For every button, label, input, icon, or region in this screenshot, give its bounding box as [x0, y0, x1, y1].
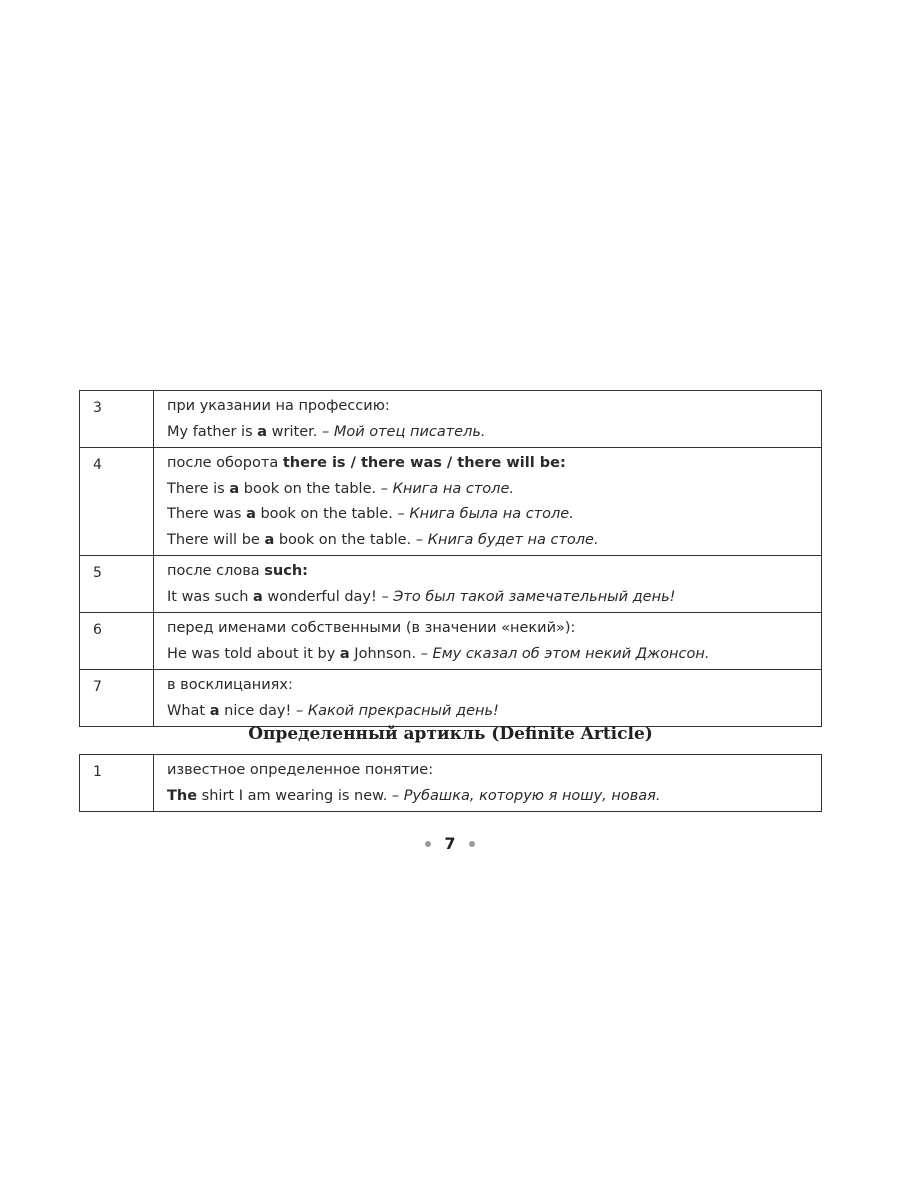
example-line — [167, 585, 821, 611]
article-highlight: a — [253, 588, 263, 605]
heading-text: после оборота — [167, 455, 283, 471]
example-line — [167, 528, 821, 554]
table-row — [80, 448, 822, 556]
article-highlight: a — [246, 506, 256, 522]
english-example-text: wonderful day! – — [262, 588, 394, 605]
english-example-text: book on the table. – — [255, 506, 410, 522]
russian-translation: Книга была на столе. — [409, 506, 574, 522]
english-example-text: He was told about it by — [167, 645, 340, 662]
english-example-text: book on the table. – — [239, 480, 393, 497]
rule-number: 6 — [80, 613, 154, 670]
rule-content — [154, 556, 822, 613]
rule-heading — [167, 394, 821, 420]
rule-number: 3 — [80, 391, 154, 448]
rule-heading — [167, 616, 821, 642]
russian-translation: Это был такой замечательный день! — [393, 588, 676, 605]
english-example-text: nice day! – — [219, 702, 308, 719]
article-highlight: The — [167, 787, 198, 804]
rule-number: 4 — [80, 448, 154, 556]
rule-content — [154, 391, 822, 448]
heading-text: после слова — [167, 563, 265, 579]
english-example-text: writer. – — [267, 423, 334, 440]
definite-article-table — [79, 754, 822, 812]
rule-number: 7 — [80, 670, 154, 727]
heading-text: перед именами собственными (в значении «некий»): — [167, 620, 576, 636]
table-row — [80, 670, 822, 727]
indefinite-article-table — [79, 390, 822, 727]
heading-text: there is / there was / there will be: — [282, 455, 566, 471]
table-row — [80, 613, 822, 670]
article-highlight: a — [339, 645, 350, 662]
example-line — [167, 642, 821, 668]
rule-heading — [167, 559, 821, 585]
article-highlight: a — [257, 423, 268, 440]
example-line — [167, 420, 821, 446]
english-example-text: What — [167, 702, 210, 719]
english-example-text: There is — [167, 480, 230, 497]
rule-heading — [167, 673, 821, 699]
english-example-text: It was such — [167, 588, 253, 605]
rule-content — [154, 755, 822, 812]
rule-content — [154, 670, 822, 727]
example-line — [167, 784, 821, 810]
article-highlight: a — [209, 702, 220, 719]
russian-translation: Книга будет на столе. — [427, 531, 599, 548]
table-row — [80, 755, 822, 812]
russian-translation: Рубашка, которую я ношу, новая. — [403, 787, 661, 804]
indefinite-article-table-body — [80, 391, 822, 727]
article-highlight: a — [229, 480, 240, 497]
english-example-text: There will be — [167, 531, 265, 548]
section-title-definite-article: Определенный артикль (Definite Article) — [248, 724, 653, 744]
rule-content — [154, 613, 822, 670]
bullet-dot-icon — [425, 841, 431, 847]
russian-translation: Книга на столе. — [392, 480, 514, 497]
english-example-text: There was — [167, 506, 247, 522]
rule-number: 1 — [80, 755, 154, 812]
article-highlight: a — [264, 531, 275, 548]
example-line — [167, 477, 821, 503]
definite-article-table-body — [80, 755, 822, 812]
bullet-dot-icon — [469, 841, 475, 847]
english-example-text: shirt I am wearing is new. – — [197, 787, 404, 804]
rule-heading — [167, 451, 821, 477]
english-example-text: book on the table. – — [274, 531, 428, 548]
page-number: 7 — [444, 834, 456, 853]
rule-heading — [167, 758, 821, 784]
russian-translation: Какой прекрасный день! — [307, 702, 499, 719]
heading-text: известное определенное понятие: — [167, 762, 434, 778]
rule-number: 5 — [80, 556, 154, 613]
page-footer — [400, 832, 500, 856]
heading-text: в восклицаниях: — [167, 677, 293, 693]
table-row — [80, 391, 822, 448]
heading-text: при указании на профессию: — [167, 398, 390, 414]
heading-text: such: — [264, 563, 308, 579]
russian-translation: Ему сказал об этом некий Джонсон. — [432, 645, 710, 662]
english-example-text: My father is — [167, 423, 258, 440]
rule-content — [154, 448, 822, 556]
example-line — [167, 502, 821, 528]
russian-translation: Мой отец писатель. — [333, 423, 486, 440]
english-example-text: Johnson. – — [349, 645, 433, 662]
table-row — [80, 556, 822, 613]
